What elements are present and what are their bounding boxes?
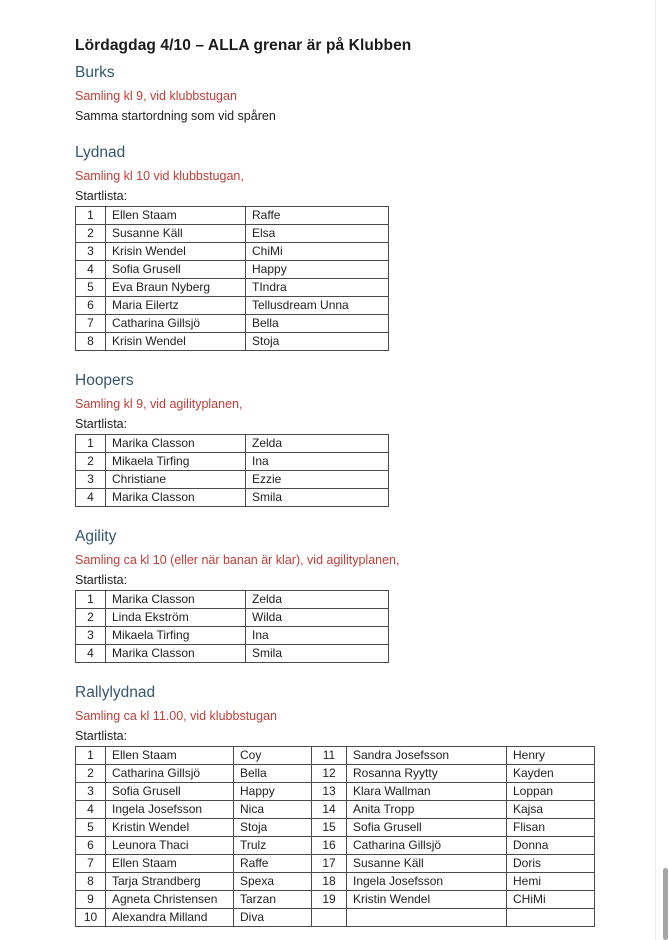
start-number-cell: 14: [312, 801, 347, 819]
start-number-cell: 5: [76, 279, 106, 297]
table-row: [76, 783, 595, 801]
dog-name-cell: Bella: [246, 315, 389, 333]
startlist-table-hoopers: [75, 434, 389, 507]
start-number-cell: 4: [76, 489, 106, 507]
handler-name-cell: Susanne Käll: [106, 225, 246, 243]
dog-name-cell: Tarzan: [234, 891, 312, 909]
table-row: [76, 801, 595, 819]
table-row: [76, 261, 389, 279]
handler-name-cell: Ingela Josefsson: [106, 801, 234, 819]
table-row: [76, 873, 595, 891]
handler-name-cell: Ellen Staam: [106, 747, 234, 765]
handler-name-cell: Tarja Strandberg: [106, 873, 234, 891]
section-lydnad: [75, 144, 669, 351]
start-number-cell: 18: [312, 873, 347, 891]
dog-name-cell: Ina: [246, 453, 389, 471]
dog-name-cell: Stoja: [234, 819, 312, 837]
start-number-cell: 13: [312, 783, 347, 801]
dog-name-cell: Tellusdream Unna: [246, 297, 389, 315]
table-row: [76, 315, 389, 333]
handler-name-cell: Ellen Staam: [106, 207, 246, 225]
handler-name-cell: Krisin Wendel: [106, 333, 246, 351]
startlist-label: Startlista:: [75, 729, 128, 743]
startlist-label: Startlista:: [75, 417, 128, 431]
start-number-cell: 10: [76, 909, 106, 927]
table-row: [76, 279, 389, 297]
start-number-cell: 15: [312, 819, 347, 837]
table-row: [76, 297, 389, 315]
dog-name-cell: Ina: [246, 627, 389, 645]
handler-name-cell: Ingela Josefsson: [347, 873, 507, 891]
section-heading-rallylydnad: Rallylydnad: [75, 684, 156, 701]
handler-name-cell: Anita Tropp: [347, 801, 507, 819]
start-number-cell: 1: [76, 207, 106, 225]
table-row: [76, 855, 595, 873]
handler-name-cell: Catharina Gillsjö: [106, 315, 246, 333]
start-number-cell: 4: [76, 801, 106, 819]
handler-name-cell: Maria Eilertz: [106, 297, 246, 315]
start-number-cell: 17: [312, 855, 347, 873]
start-number-cell: 1: [76, 747, 106, 765]
start-number-cell: 6: [76, 297, 106, 315]
page-title: Lördagdag 4/10 – ALLA grenar är på Klubben: [75, 37, 412, 54]
start-order-note: Samma startordning som vid spåren: [75, 109, 276, 123]
start-number-cell: 8: [76, 333, 106, 351]
meeting-info-lydnad: Samling kl 10 vid klubbstugan,: [75, 169, 244, 183]
dog-name-cell: Trulz: [234, 837, 312, 855]
handler-name-cell: Kristin Wendel: [347, 891, 507, 909]
table-row: [76, 765, 595, 783]
handler-name-cell: Sofia Grusell: [347, 819, 507, 837]
meeting-info-agility: Samling ca kl 10 (eller när banan är klar), vid agilityplanen,: [75, 553, 400, 567]
dog-name-cell: CHiMi: [507, 891, 595, 909]
handler-name-cell: Sofia Grusell: [106, 783, 234, 801]
section-heading-agility: Agility: [75, 528, 117, 545]
handler-name-cell: Ellen Staam: [106, 855, 234, 873]
section-heading-hoopers: Hoopers: [75, 372, 134, 389]
table-row: [76, 645, 389, 663]
start-number-cell: 7: [76, 315, 106, 333]
section-agility: [75, 528, 669, 663]
meeting-info-burks: Samling kl 9, vid klubbstugan: [75, 89, 237, 103]
dog-name-cell: Loppan: [507, 783, 595, 801]
start-number-cell: 1: [76, 435, 106, 453]
dog-name-cell: Raffe: [234, 855, 312, 873]
dog-name-cell: Hemi: [507, 873, 595, 891]
start-number-cell: 3: [76, 783, 106, 801]
handler-name-cell: Sandra Josefsson: [347, 747, 507, 765]
dog-name-cell: Elsa: [246, 225, 389, 243]
table-row: [76, 453, 389, 471]
table-row: [76, 747, 595, 765]
handler-name-cell: Agneta Christensen: [106, 891, 234, 909]
startlist-label: Startlista:: [75, 573, 128, 587]
meeting-info-rallylydnad: Samling ca kl 11.00, vid klubbstugan: [75, 709, 277, 723]
handler-name-cell: Krisin Wendel: [106, 243, 246, 261]
table-row: [76, 837, 595, 855]
start-number-cell: 2: [76, 609, 106, 627]
dog-name-cell: Raffe: [246, 207, 389, 225]
dog-name-cell: Kajsa: [507, 801, 595, 819]
start-number-cell: 16: [312, 837, 347, 855]
table-row: [76, 243, 389, 261]
handler-name-cell: Marika Classon: [106, 645, 246, 663]
table-row: [76, 225, 389, 243]
dog-name-cell: Kayden: [507, 765, 595, 783]
handler-name-cell: Kristin Wendel: [106, 819, 234, 837]
table-row: [76, 333, 389, 351]
handler-name-cell: Christiane: [106, 471, 246, 489]
dog-name-cell: Coy: [234, 747, 312, 765]
handler-name-cell: Marika Classon: [106, 435, 246, 453]
start-number-cell: 1: [76, 591, 106, 609]
table-row: [76, 471, 389, 489]
start-number-cell: 19: [312, 891, 347, 909]
handler-name-cell: Mikaela Tirfing: [106, 453, 246, 471]
table-row: [76, 489, 389, 507]
start-number-cell: 5: [76, 819, 106, 837]
handler-name-cell: Catharina Gillsjö: [106, 765, 234, 783]
handler-name-cell: Linda Ekström: [106, 609, 246, 627]
dog-name-cell: Flisan: [507, 819, 595, 837]
section-rallylydnad: [75, 684, 669, 927]
dog-name-cell: Spexa: [234, 873, 312, 891]
startlist-table-agility: [75, 590, 389, 663]
start-number-cell: 2: [76, 453, 106, 471]
handler-name-cell: Alexandra Milland: [106, 909, 234, 927]
table-row: [76, 207, 389, 225]
dog-name-cell: Smila: [246, 489, 389, 507]
table-row: [76, 819, 595, 837]
start-number-cell: [312, 909, 347, 927]
table-row: [76, 591, 389, 609]
dog-name-cell: TIndra: [246, 279, 389, 297]
section-burks: [75, 64, 669, 123]
handler-name-cell: [347, 909, 507, 927]
dog-name-cell: Donna: [507, 837, 595, 855]
dog-name-cell: Happy: [246, 261, 389, 279]
start-number-cell: 3: [76, 471, 106, 489]
section-hoopers: [75, 372, 669, 507]
startlist-label: Startlista:: [75, 189, 128, 203]
start-number-cell: 12: [312, 765, 347, 783]
dog-name-cell: ChiMi: [246, 243, 389, 261]
scrollbar-thumb[interactable]: [663, 868, 668, 940]
table-row: [76, 909, 595, 927]
start-number-cell: 4: [76, 645, 106, 663]
table-row: [76, 609, 389, 627]
dog-name-cell: Wilda: [246, 609, 389, 627]
handler-name-cell: Catharina Gillsjö: [347, 837, 507, 855]
dog-name-cell: Nica: [234, 801, 312, 819]
handler-name-cell: Marika Classon: [106, 591, 246, 609]
handler-name-cell: Mikaela Tirfing: [106, 627, 246, 645]
start-number-cell: 2: [76, 765, 106, 783]
meeting-info-hoopers: Samling kl 9, vid agilityplanen,: [75, 397, 243, 411]
dog-name-cell: Stoja: [246, 333, 389, 351]
startlist-table-rallylydnad: [75, 746, 595, 927]
section-heading-lydnad: Lydnad: [75, 144, 126, 161]
handler-name-cell: Marika Classon: [106, 489, 246, 507]
dog-name-cell: Diva: [234, 909, 312, 927]
start-number-cell: 9: [76, 891, 106, 909]
startlist-table-lydnad: [75, 206, 389, 351]
dog-name-cell: Ezzie: [246, 471, 389, 489]
start-number-cell: 6: [76, 837, 106, 855]
handler-name-cell: Klara Wallman: [347, 783, 507, 801]
handler-name-cell: Susanne Käll: [347, 855, 507, 873]
start-number-cell: 4: [76, 261, 106, 279]
dog-name-cell: Doris: [507, 855, 595, 873]
dog-name-cell: Happy: [234, 783, 312, 801]
table-row: [76, 627, 389, 645]
dog-name-cell: Zelda: [246, 591, 389, 609]
start-number-cell: 8: [76, 873, 106, 891]
section-heading-burks: Burks: [75, 64, 115, 81]
table-row: [76, 891, 595, 909]
dog-name-cell: Zelda: [246, 435, 389, 453]
page-edge-divider: [655, 0, 656, 940]
start-number-cell: 7: [76, 855, 106, 873]
start-number-cell: 11: [312, 747, 347, 765]
table-row: [76, 435, 389, 453]
start-number-cell: 3: [76, 243, 106, 261]
handler-name-cell: Rosanna Ryytty: [347, 765, 507, 783]
start-number-cell: 3: [76, 627, 106, 645]
dog-name-cell: Bella: [234, 765, 312, 783]
handler-name-cell: Sofia Grusell: [106, 261, 246, 279]
start-number-cell: 2: [76, 225, 106, 243]
handler-name-cell: Eva Braun Nyberg: [106, 279, 246, 297]
dog-name-cell: [507, 909, 595, 927]
handler-name-cell: Leunora Thaci: [106, 837, 234, 855]
dog-name-cell: Smila: [246, 645, 389, 663]
dog-name-cell: Henry: [507, 747, 595, 765]
